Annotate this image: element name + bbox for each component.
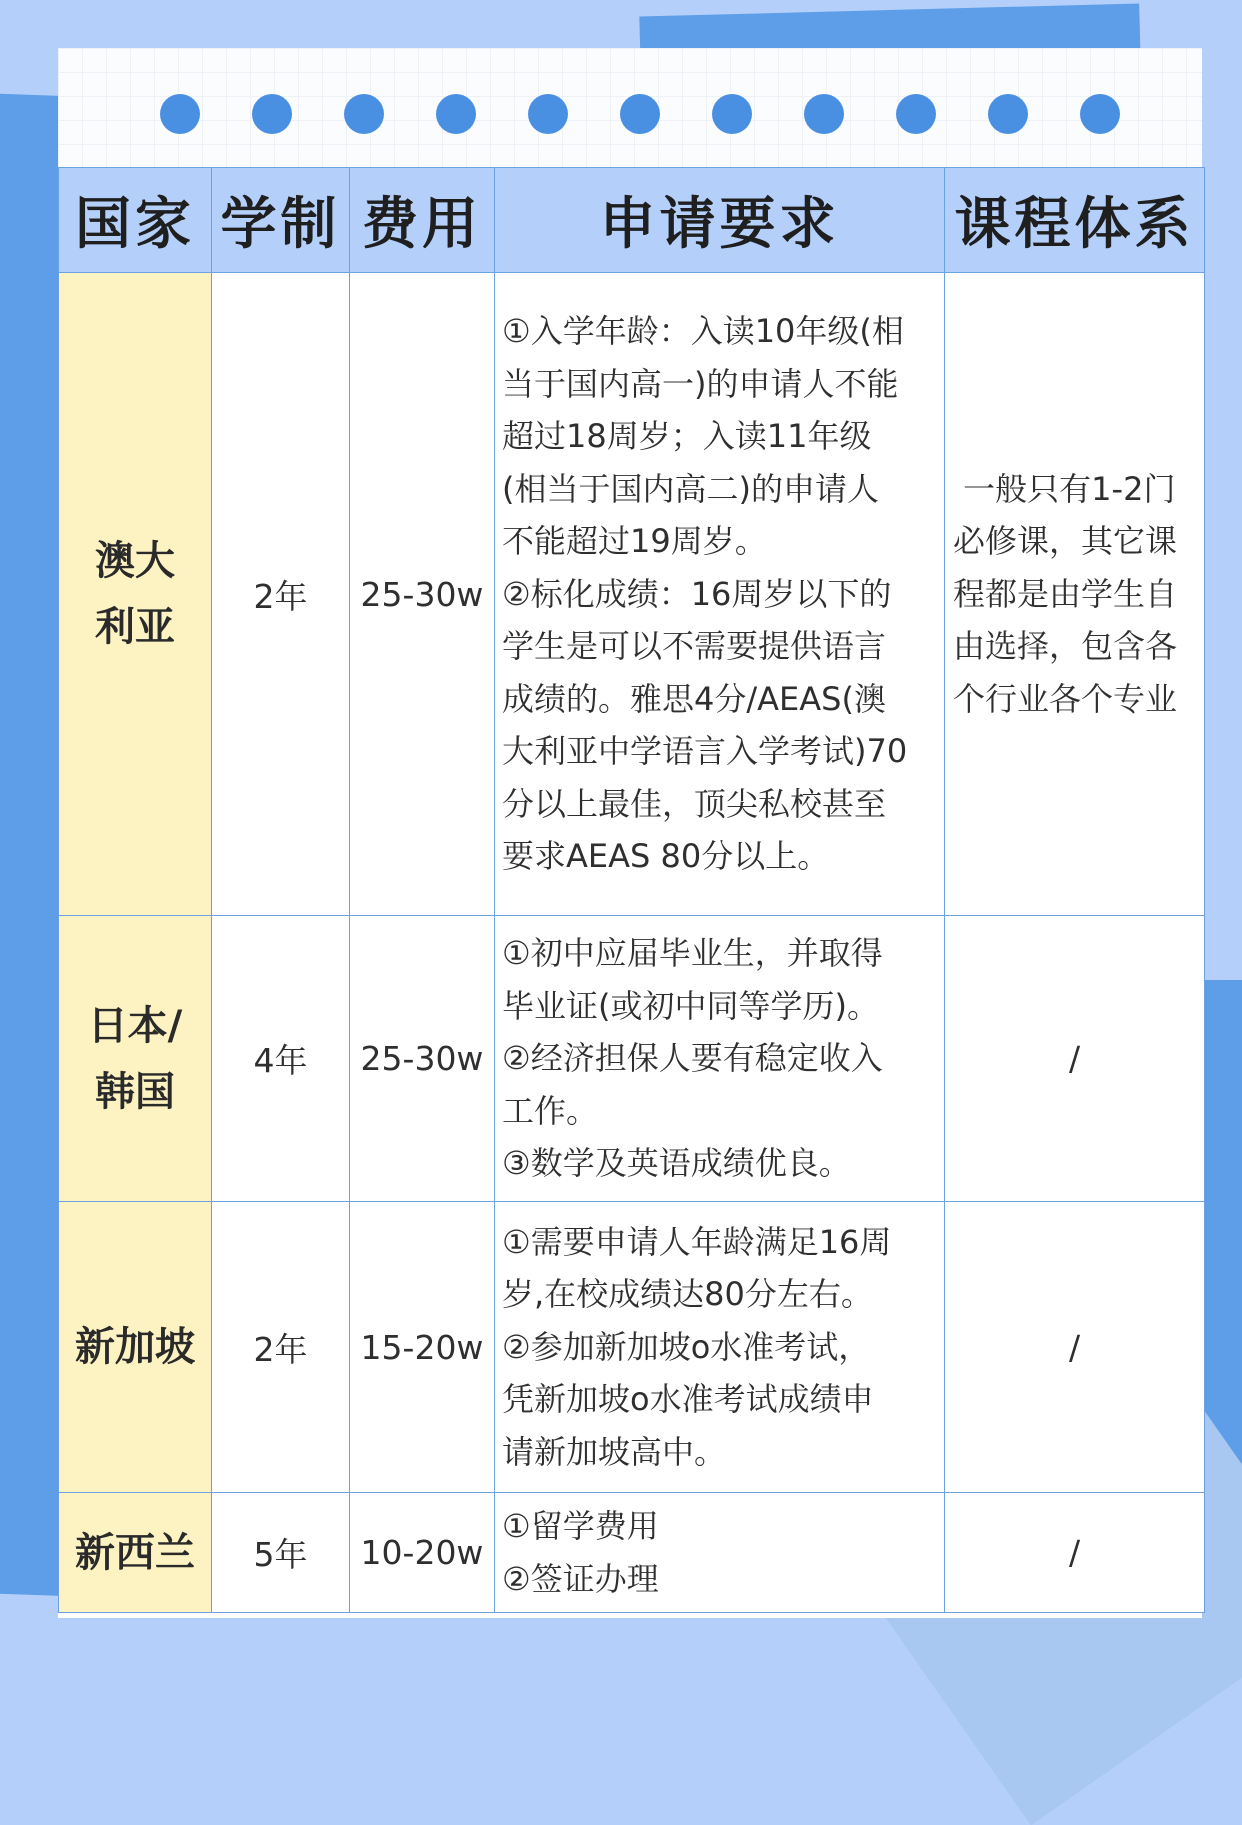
country-cell xyxy=(59,1493,212,1613)
table-row-singapore xyxy=(59,1202,1205,1493)
requirement-line: 要求AEAS 80分以上。 xyxy=(502,837,830,876)
requirement-line: (相当于国内高二)的申请人 xyxy=(502,469,879,508)
requirements-cell xyxy=(495,273,945,916)
binder-hole xyxy=(436,94,476,134)
header-requirements: 申请要求 xyxy=(495,168,945,273)
cost-cell: 15-20w xyxy=(350,1202,495,1493)
requirement-line: ①留学费用 xyxy=(502,1507,659,1545)
table-header-row xyxy=(59,168,1205,273)
country-name-line: 利亚 xyxy=(95,604,175,650)
binder-hole xyxy=(252,94,292,134)
country-cell xyxy=(59,1202,212,1493)
binder-hole xyxy=(988,94,1028,134)
requirement-line: 不能超过19周岁。 xyxy=(502,522,767,561)
requirements-cell xyxy=(495,916,945,1202)
country-name-line: 韩国 xyxy=(95,1068,175,1115)
binder-hole xyxy=(804,94,844,134)
binder-hole xyxy=(620,94,660,134)
header-duration: 学制 xyxy=(212,168,350,273)
cost-cell: 25-30w xyxy=(350,916,495,1202)
binder-hole xyxy=(344,94,384,134)
study-abroad-comparison-table xyxy=(58,167,1205,1613)
country-name-line: 日本/ xyxy=(87,1002,183,1049)
country-name-line: 新西兰 xyxy=(75,1529,195,1576)
requirement-line: 分以上最佳，顶尖私校甚至 xyxy=(502,784,887,823)
duration-cell: 4年 xyxy=(212,916,350,1202)
curriculum-cell: / xyxy=(945,1202,1205,1493)
requirement-line: ③数学及英语成绩优良。 xyxy=(502,1144,851,1183)
curriculum-line: 个行业各个专业 xyxy=(953,679,1178,718)
requirement-line: 请新加坡高中。 xyxy=(502,1432,727,1471)
duration-cell: 2年 xyxy=(212,273,350,916)
curriculum-cell: / xyxy=(945,916,1205,1202)
table-row-australia xyxy=(59,273,1205,916)
header-cost: 费用 xyxy=(350,168,495,273)
header-curriculum: 课程体系 xyxy=(945,168,1205,273)
binder-hole xyxy=(160,94,200,134)
requirement-line: 大利亚中学语言入学考试)70 xyxy=(502,732,908,771)
cost-cell: 10-20w xyxy=(350,1493,495,1613)
requirement-line: ②经济担保人要有稳定收入 xyxy=(502,1039,883,1078)
requirement-line: 凭新加坡o水准考试成绩申 xyxy=(502,1380,874,1419)
curriculum-cell xyxy=(945,273,1205,916)
curriculum-line: 一般只有1-2门 xyxy=(953,469,1176,508)
requirement-line: ①入学年龄：入读10年级(相 xyxy=(502,312,904,351)
country-name-line: 澳大 xyxy=(95,538,175,584)
requirements-cell xyxy=(495,1202,945,1493)
curriculum-line: 由选择，包含各 xyxy=(953,627,1178,666)
binder-hole xyxy=(1080,94,1120,134)
curriculum-line: 程都是由学生自 xyxy=(953,574,1178,613)
cost-cell: 25-30w xyxy=(350,273,495,916)
header-country: 国家 xyxy=(59,168,212,273)
curriculum-cell: / xyxy=(945,1493,1205,1613)
requirements-cell xyxy=(495,1493,945,1613)
binder-hole xyxy=(712,94,752,134)
requirement-line: 毕业证(或初中同等学历)。 xyxy=(502,986,879,1025)
table-row-japan-korea xyxy=(59,916,1205,1202)
country-cell xyxy=(59,916,212,1202)
requirement-line: 工作。 xyxy=(502,1091,599,1130)
requirement-line: ①需要申请人年龄满足16周 xyxy=(502,1222,892,1261)
binder-hole xyxy=(528,94,568,134)
requirement-line: ②签证办理 xyxy=(502,1559,659,1598)
requirement-line: ②参加新加坡o水准考试， xyxy=(502,1327,871,1366)
requirement-line: 学生是可以不需要提供语言 xyxy=(502,627,887,666)
requirement-line: ①初中应届毕业生，并取得 xyxy=(502,934,883,973)
requirement-line: 成绩的。雅思4分/AEAS(澳 xyxy=(502,679,886,718)
curriculum-line: 必修课，其它课 xyxy=(953,522,1178,561)
binder-hole xyxy=(896,94,936,134)
country-name-line: 新加坡 xyxy=(75,1324,195,1370)
duration-cell: 5年 xyxy=(212,1493,350,1613)
country-cell xyxy=(59,273,212,916)
requirement-line: 超过18周岁；入读11年级 xyxy=(502,417,872,456)
requirement-line: 岁,在校成绩达80分左右。 xyxy=(502,1275,873,1314)
requirement-line: 当于国内高一)的申请人不能 xyxy=(502,364,899,403)
table-row-new-zealand xyxy=(59,1493,1205,1613)
duration-cell: 2年 xyxy=(212,1202,350,1493)
requirement-line: ②标化成绩：16周岁以下的 xyxy=(502,574,892,613)
